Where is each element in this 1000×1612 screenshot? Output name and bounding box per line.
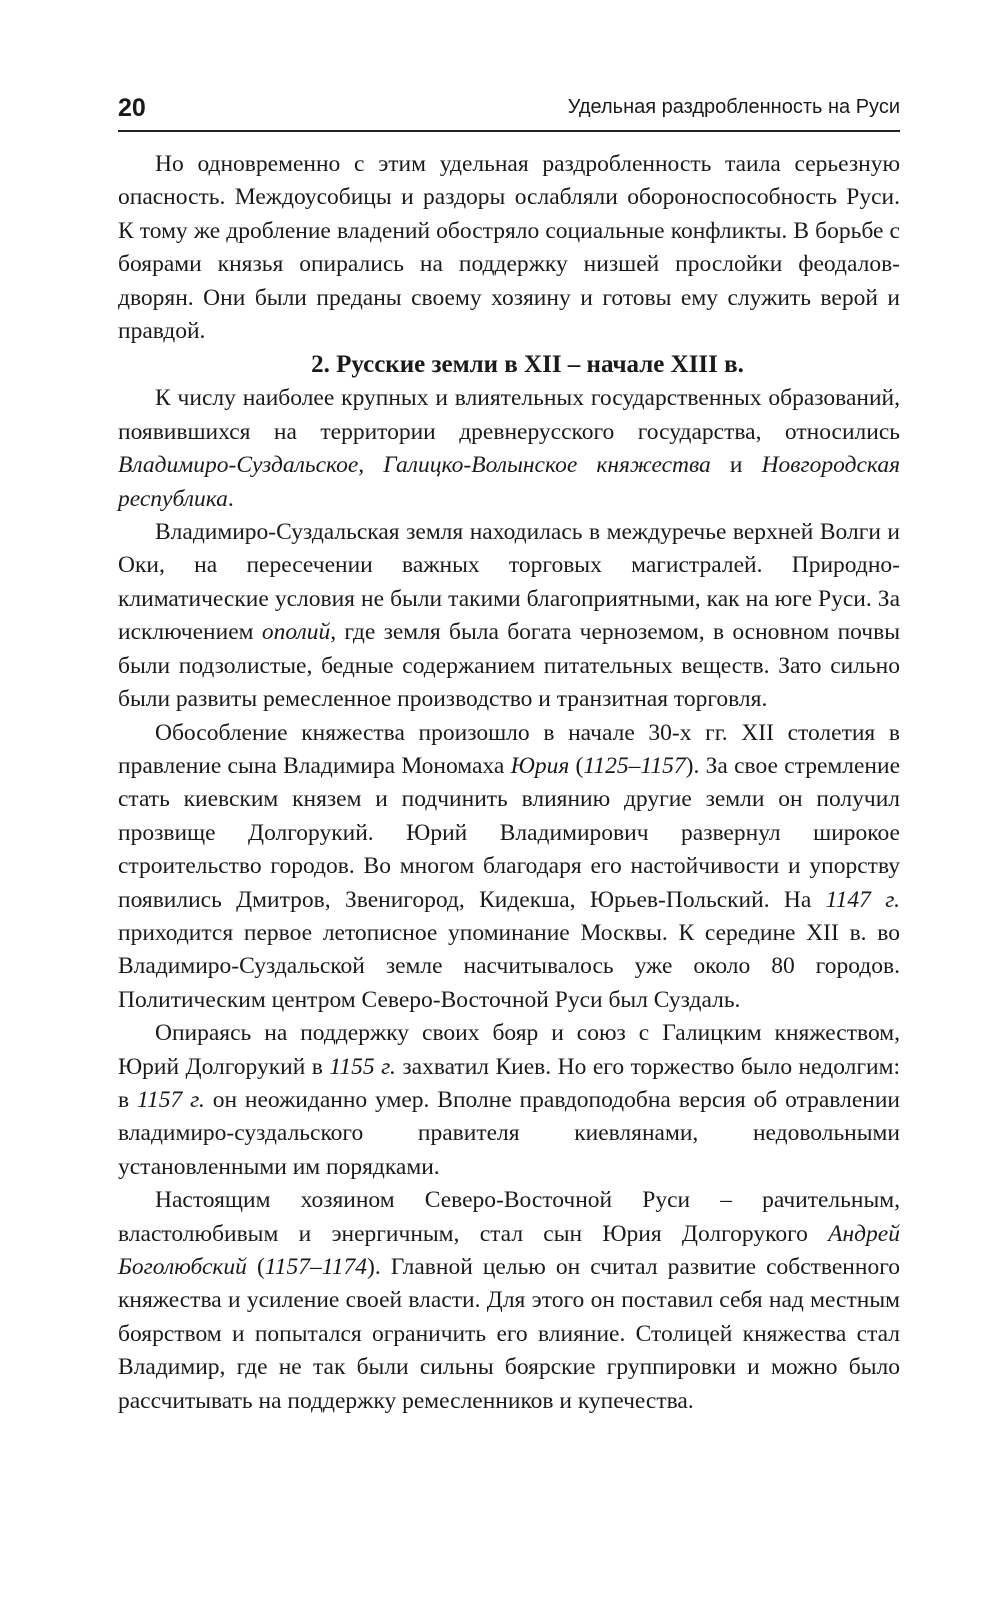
text-segment: Обособление княжества произошло в начале 30-х гг. XII столетия в правление сына Владимира Мономаха bbox=[118, 719, 900, 779]
italic-term: Андрей Боголюбский bbox=[118, 1220, 900, 1280]
paragraph-1: Но одновременно с этим удельная раздробленность таила серьезную опасность. Междоусобицы и раздоры ослабляли обороноспособность Руси. К тому же дробление владений обостряло социальные конфликты. В борьбе с боярами князья опирались на поддержку низшей прослойки феодалов-дворян. Они были преданы своему хозяину и готовы ему служить верой и правдой. bbox=[118, 151, 900, 345]
italic-term: Юрия bbox=[510, 752, 570, 779]
text-segment: приходится первое летописное упоминание Москвы. К середине XII в. во Владимиро-Суздальской земле насчитывалось уже около 80 городов. Политическим центром Северо-Восточной Руси был Суздаль. bbox=[118, 919, 900, 1013]
page-header bbox=[118, 90, 900, 132]
text-segment: К числу наиболее крупных и влиятельных государственных образований, появившихся на территории древнерусского государства, относились bbox=[118, 385, 900, 445]
text-segment: ( bbox=[246, 1254, 265, 1280]
italic-date: 1155 г. bbox=[329, 1053, 396, 1080]
text-segment: он неожиданно умер. Вполне правдоподобна версия об отравлении владимиро-суздальского правителя киевлянами, недовольными установленными им порядками. bbox=[118, 1086, 900, 1180]
italic-term: ополий bbox=[261, 619, 331, 646]
text-segment: захватил Киев. Но его торжество было недолгим: в bbox=[118, 1053, 900, 1113]
italic-date: 1147 г. bbox=[825, 886, 900, 913]
text-segment: ). Главной целью он считал развитие собственного княжества и усиление своей власти. Для этого он поставил себя над местным боярством и попытался ограничить его влияние. Столицей княжества стал Владимир, где не так были сильны боярские группировки и можно было рассчитывать на поддержку ремесленников и купечества. bbox=[118, 1254, 900, 1414]
paragraph-2 bbox=[118, 382, 900, 516]
italic-date: 1157–1174 bbox=[264, 1254, 368, 1280]
italic-date: 1157 г. bbox=[136, 1086, 205, 1113]
section-heading: 2. Русские земли в XII – начале XIII в. bbox=[311, 351, 744, 379]
italic-date: 1125–1157 bbox=[583, 752, 686, 779]
text-segment: ). За свое стремление стать киевским князем и подчинить влиянию другие земли он получил прозвище Долгорукий. Юрий Владимирович развернул широкое строительство городов. Во многом благодаря его настойчивости и упорству появились Дмитров, Звенигород, Кидекша, Юрьев-Польский. На bbox=[118, 752, 900, 913]
paragraph-4 bbox=[118, 717, 900, 1018]
italic-term: Владимиро-Суздальское, Галицко-Волынское княжества bbox=[118, 452, 711, 479]
paragraph-3 bbox=[118, 516, 900, 716]
italic-term: Новгородская республика bbox=[118, 452, 900, 512]
page-number: 20 bbox=[118, 94, 146, 122]
body-text bbox=[118, 148, 900, 1418]
text-segment: Опираясь на поддержку своих бояр и союз с Галицким княжеством, Юрий Долгорукий в bbox=[118, 1020, 900, 1080]
text-segment: , где земля была богата черноземом, в основном почвы были подзолистые, бедные содержанием питательных веществ. Зато сильно были развиты ремесленное производство и транзитная торговля. bbox=[118, 619, 901, 713]
text-segment: . bbox=[227, 485, 234, 512]
text-segment: ( bbox=[569, 752, 584, 779]
paragraph-6 bbox=[118, 1184, 900, 1418]
text-segment: и bbox=[710, 452, 762, 479]
text-segment: Настоящим хозяином Северо-Восточной Руси – рачительным, властолюбивым и энергичным, стал сын Юрия Долгорукого bbox=[118, 1187, 900, 1247]
text-segment: Владимиро-Суздальская земля находилась в междуречье верхней Волги и Оки, на пересечении важных торговых магистралей. Природно-климатические условия не были такими благоприятными, как на юге Руси. За исключением bbox=[118, 519, 900, 646]
paragraph-5 bbox=[118, 1017, 900, 1184]
running-title: Удельная раздробленность на Руси bbox=[567, 96, 900, 118]
